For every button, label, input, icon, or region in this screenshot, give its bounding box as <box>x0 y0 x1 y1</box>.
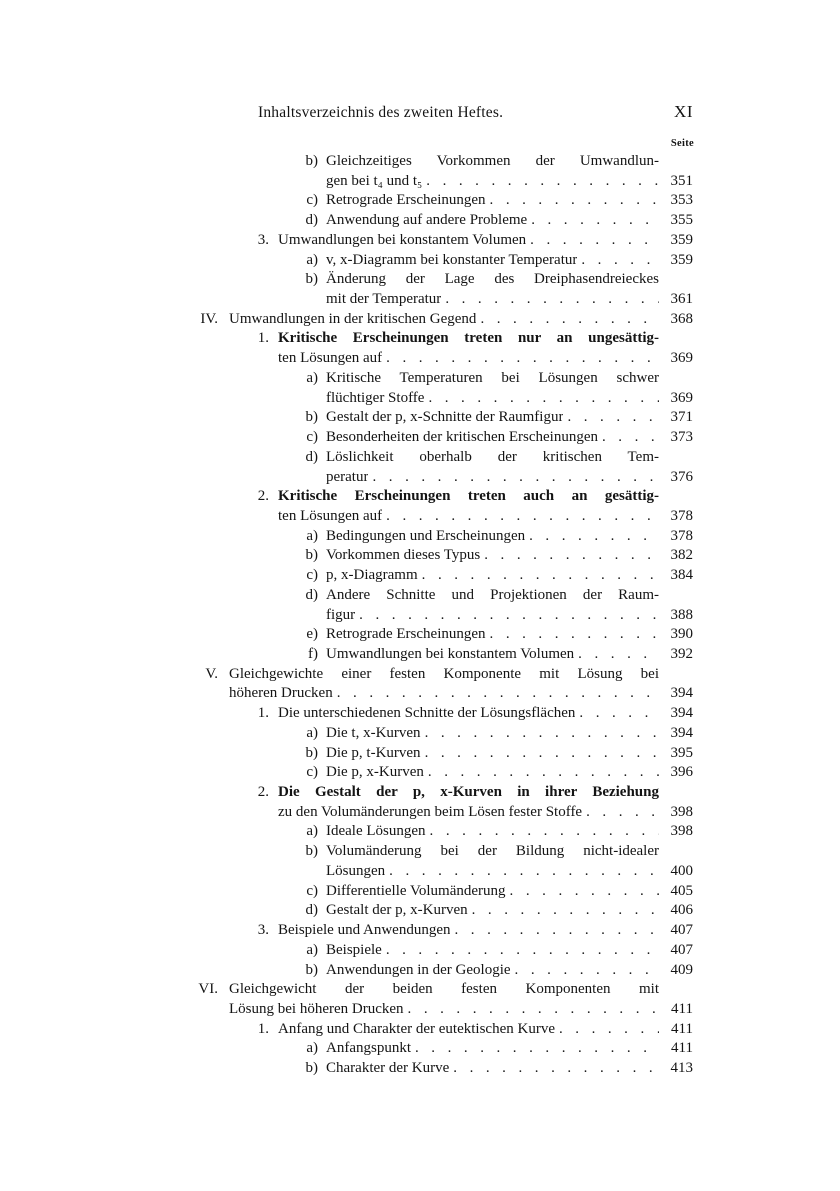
toc-entry-number: a) <box>306 724 318 741</box>
toc-entry <box>308 645 693 665</box>
toc-entry-page: 373 <box>670 429 693 446</box>
toc-entry <box>257 1020 693 1040</box>
toc-entry-title: Andere Schnitte und Projektionen der Raum- <box>326 586 659 603</box>
toc-entry <box>306 724 693 744</box>
toc-entry-number: a) <box>306 941 318 958</box>
running-header-title: Inhaltsverzeichnis des zweiten Heftes. <box>258 104 504 121</box>
toc-entry <box>305 270 693 290</box>
dot-leader <box>382 507 659 527</box>
dot-leader <box>424 763 659 783</box>
toc-entry-number: 3. <box>257 922 269 939</box>
toc-entry-number: d) <box>305 448 318 465</box>
toc-entry <box>306 369 693 389</box>
seite-column-label: Seite <box>670 138 694 149</box>
toc-entry-number: d) <box>305 902 318 919</box>
toc-entry <box>306 763 693 783</box>
toc-entry-title: Kritische Erscheinungen treten auch an gesättig- <box>278 488 659 505</box>
toc-entry-title: Löslichkeit oberhalb der kritischen Tem- <box>326 448 659 465</box>
dot-leader <box>421 724 659 744</box>
dot-leader <box>368 468 659 488</box>
toc-entry-page: 384 <box>670 567 693 584</box>
toc-entry <box>306 191 693 211</box>
toc-entry-page: 388 <box>670 606 693 623</box>
dot-leader <box>506 882 659 902</box>
toc-entry <box>229 684 693 704</box>
toc-entry-number: VI. <box>198 981 218 998</box>
toc-entry-page: 369 <box>670 389 693 406</box>
toc-entry-page: 359 <box>670 251 693 268</box>
toc-entry-number: a) <box>306 527 318 544</box>
toc-entry-page: 361 <box>670 291 693 308</box>
toc-entry-number: b) <box>305 1060 318 1077</box>
toc-entry-page: 405 <box>670 882 693 899</box>
toc-entry <box>198 980 693 1000</box>
toc-entry-page: 369 <box>670 350 693 367</box>
toc-entry-number: a) <box>306 251 318 268</box>
dot-leader <box>525 527 659 547</box>
dot-leader <box>486 191 659 211</box>
dot-leader <box>563 408 659 428</box>
toc-entry-number: V. <box>205 665 218 682</box>
toc-entry-title: Beispiele und Anwendungen <box>278 922 451 939</box>
toc-entry-title: Beispiele <box>326 941 382 958</box>
toc-entry-number: b) <box>305 843 318 860</box>
toc-entry-page: 394 <box>670 685 693 702</box>
dot-leader <box>426 822 659 842</box>
toc-entry-page: 394 <box>670 705 693 722</box>
dot-leader <box>422 172 659 192</box>
toc-entry-title: Kritische Erscheinungen treten nur an ungesättig- <box>278 330 659 347</box>
toc-entry <box>200 310 693 330</box>
toc-entry-number: 3. <box>257 231 269 248</box>
toc-entry-page: 394 <box>670 724 693 741</box>
toc-entry-title: Die p, t-Kurven <box>326 744 421 761</box>
toc-entry-page: 378 <box>670 507 693 524</box>
dot-leader <box>418 566 659 586</box>
toc-entry-title: figur <box>326 606 356 623</box>
toc-entry-page: 395 <box>670 744 693 761</box>
toc-entry-number: b) <box>305 153 318 169</box>
toc-entry-page: 378 <box>670 527 693 544</box>
toc-entry-number: d) <box>305 586 318 603</box>
dot-leader <box>480 546 659 566</box>
toc-entry-title: Anfangspunkt <box>326 1040 411 1057</box>
toc-entry-number: c) <box>306 429 318 446</box>
toc-entry-title: Anfang und Charakter der eutektischen Kurve <box>278 1020 555 1037</box>
toc-entry-page: 407 <box>670 922 693 939</box>
toc-entry-title: Die Gestalt der p, x-Kurven in ihrer Beziehung <box>278 784 659 801</box>
toc-entry <box>306 527 693 547</box>
toc-entry-title: Umwandlungen bei konstantem Volumen <box>278 231 527 248</box>
toc-entry-page: 368 <box>670 310 693 327</box>
toc-entry-title: Retrograde Erscheinungen <box>326 192 486 209</box>
toc-entry-number: c) <box>306 764 318 781</box>
toc-entry <box>306 882 693 902</box>
toc-entry-page: 411 <box>671 1040 693 1057</box>
dot-leader <box>476 310 659 330</box>
toc-entry-title: höheren Drucken <box>229 685 333 702</box>
toc-entry-title: Die t, x-Kurven <box>326 724 421 741</box>
toc-entry-title: Umwandlungen in der kritischen Gegend <box>229 310 477 327</box>
toc-entry-number: 2. <box>257 784 269 801</box>
toc-entry <box>257 704 693 724</box>
dot-leader <box>424 389 659 409</box>
toc-entry <box>305 961 693 981</box>
dot-leader <box>449 1059 659 1079</box>
dot-leader <box>511 961 659 981</box>
toc-entry-number: c) <box>306 567 318 584</box>
toc-entry <box>278 803 693 823</box>
dot-leader <box>575 704 659 724</box>
dot-leader <box>385 862 659 882</box>
toc-entry-title: v, x-Diagramm bei konstanter Temperatur <box>326 251 578 268</box>
toc-entry <box>306 428 693 448</box>
toc-entry-title: Umwandlungen bei konstantem Volumen <box>326 646 575 662</box>
toc-entry-page: 351 <box>670 172 693 189</box>
toc-entry <box>305 842 693 862</box>
dot-leader <box>404 1000 659 1020</box>
toc-entry-title: Bedingungen und Erscheinungen <box>326 527 526 544</box>
toc-entry <box>257 231 693 251</box>
dot-leader <box>555 1020 659 1040</box>
toc-entry <box>306 822 693 842</box>
toc-entry <box>257 783 693 803</box>
dot-leader <box>450 921 659 941</box>
toc-entry-page: 413 <box>670 1060 693 1077</box>
toc-entry <box>257 329 693 349</box>
toc-entry <box>306 941 693 961</box>
toc-entry-title: Änderung der Lage des Dreiphasendreieckes <box>326 271 659 288</box>
toc-entry-title: Die p, x-Kurven <box>326 764 424 781</box>
dot-leader <box>421 744 659 764</box>
toc-entry-number: b) <box>305 744 318 761</box>
dot-leader <box>355 606 659 626</box>
toc-entry-page: 409 <box>670 961 693 978</box>
toc-entry-number: IV. <box>200 310 218 327</box>
toc-entry-title: Gleichzeitiges Vorkommen der Umwandlun- <box>326 153 659 169</box>
toc-entry <box>257 487 693 507</box>
toc-entry-page: 376 <box>670 468 693 485</box>
toc-entry-number: b) <box>305 961 318 978</box>
toc-entry <box>306 251 693 271</box>
toc-entry <box>305 1059 693 1079</box>
toc-entry <box>305 744 693 764</box>
toc-entry-title: Kritische Temperaturen bei Lösungen schwer <box>326 369 659 386</box>
toc-entry-title: Die unterschiedenen Schnitte der Lösungsflächen <box>278 705 576 722</box>
toc-entry-title: Volumänderung bei der Bildung nicht-idealer <box>326 843 659 860</box>
dot-leader <box>382 349 659 369</box>
toc-entry <box>278 507 693 527</box>
toc-entry-title: mit der Temperatur <box>326 291 442 308</box>
toc-entry <box>278 349 693 369</box>
toc-entry-title: Gestalt der p, x-Schnitte der Raumfigur <box>326 409 564 426</box>
dot-leader <box>574 645 659 665</box>
toc-entry-title: flüchtiger Stoffe <box>326 389 425 406</box>
toc-entry-number: b) <box>305 409 318 426</box>
toc-entry-page: 392 <box>670 646 693 662</box>
toc-entry <box>305 586 693 606</box>
toc-entry-number: a) <box>306 823 318 840</box>
toc-entry-page: 390 <box>670 626 693 643</box>
dot-leader <box>382 941 659 961</box>
toc-entry-title: Retrograde Erscheinungen <box>326 626 486 643</box>
toc-entry-title: Lösung bei höheren Drucken <box>229 1000 404 1017</box>
toc-entry-title: Gestalt der p, x-Kurven <box>326 902 468 919</box>
toc-entry <box>305 211 693 231</box>
toc-entry-page: 398 <box>670 803 693 820</box>
toc-entry-number: 1. <box>257 330 269 347</box>
dot-leader <box>582 803 659 823</box>
toc-entry-title: ten Lösungen auf <box>278 507 383 524</box>
dot-leader <box>411 1039 659 1059</box>
toc-entry-page: 353 <box>670 192 693 209</box>
toc-entry-number: a) <box>306 1040 318 1057</box>
toc-entry-page: 411 <box>671 1020 693 1037</box>
page-number: XI <box>674 102 693 121</box>
toc-entry-number: c) <box>306 192 318 209</box>
toc-entry <box>326 862 693 882</box>
toc-entry-number: d) <box>305 212 318 229</box>
dot-leader <box>527 211 659 231</box>
dot-leader <box>526 231 659 251</box>
toc-entry <box>205 665 693 685</box>
toc-entry-page: 355 <box>670 212 693 229</box>
dot-leader <box>486 625 659 645</box>
toc-entry <box>305 152 693 172</box>
dot-leader <box>468 901 659 921</box>
toc-entry <box>229 1000 693 1020</box>
toc-entry-page: 411 <box>671 1000 693 1017</box>
toc-entry-number: 2. <box>257 488 269 505</box>
toc-entry <box>305 901 693 921</box>
toc-entry-title: peratur <box>326 468 369 485</box>
toc-entry <box>326 389 693 409</box>
toc-entry-number: b) <box>305 271 318 288</box>
toc-entry <box>326 172 693 192</box>
dot-leader <box>598 428 659 448</box>
toc-entry <box>326 468 693 488</box>
toc-entry-number: 1. <box>257 1020 269 1037</box>
toc-entry-title: Lösungen <box>326 862 386 879</box>
toc-entry <box>306 566 693 586</box>
toc-entry <box>305 448 693 468</box>
toc-entry-page: 382 <box>670 547 693 564</box>
toc-entry-number: 1. <box>257 705 269 722</box>
toc-entry-title: zu den Volumänderungen beim Lösen fester Stoffe <box>278 803 583 820</box>
toc-entry <box>305 408 693 428</box>
toc-entry-title: Besonderheiten der kritischen Erscheinungen <box>326 429 598 446</box>
toc-entry-page: 398 <box>670 823 693 840</box>
toc-entry <box>305 546 693 566</box>
toc-entry-title: Differentielle Volumänderung <box>326 882 506 899</box>
toc-entry-number: c) <box>306 882 318 899</box>
toc-entry-title: Vorkommen dieses Typus <box>326 547 481 564</box>
toc-entry <box>326 290 693 310</box>
toc-entry-number: f) <box>308 646 318 662</box>
toc-entry <box>257 921 693 941</box>
toc-entry-title: ten Lösungen auf <box>278 350 383 367</box>
toc-entry-page: 396 <box>670 764 693 781</box>
toc-entry-page: 400 <box>670 862 693 879</box>
toc-entry-title: gen bei t₄ und t₅ <box>326 172 423 189</box>
toc-entry-page: 371 <box>670 409 693 426</box>
dot-leader <box>333 684 659 704</box>
toc-entry-title: Ideale Lösungen <box>326 823 426 840</box>
toc-entry-title: Anwendung auf andere Probleme <box>326 212 528 229</box>
toc-entry-title: p, x-Diagramm <box>326 567 418 584</box>
toc-entry <box>306 1039 693 1059</box>
toc-entry-title: Gleichgewichte einer festen Komponente mit Lösung bei <box>229 665 659 682</box>
toc-entry-number: b) <box>305 547 318 564</box>
toc-entry-number: a) <box>306 369 318 386</box>
toc-entry-title: Gleichgewicht der beiden festen Komponenten mit <box>229 981 659 998</box>
toc-entry-page: 359 <box>670 231 693 248</box>
toc-entry-number: e) <box>306 626 318 643</box>
toc-entry-title: Charakter der Kurve <box>326 1060 450 1077</box>
dot-leader <box>441 290 659 310</box>
toc-entry <box>306 625 693 645</box>
toc-entry-title: Anwendungen in der Geologie <box>326 961 511 978</box>
toc-entry <box>326 606 693 626</box>
toc-entry-page: 406 <box>670 902 693 919</box>
dot-leader <box>577 251 659 271</box>
toc-entry-page: 407 <box>670 941 693 958</box>
